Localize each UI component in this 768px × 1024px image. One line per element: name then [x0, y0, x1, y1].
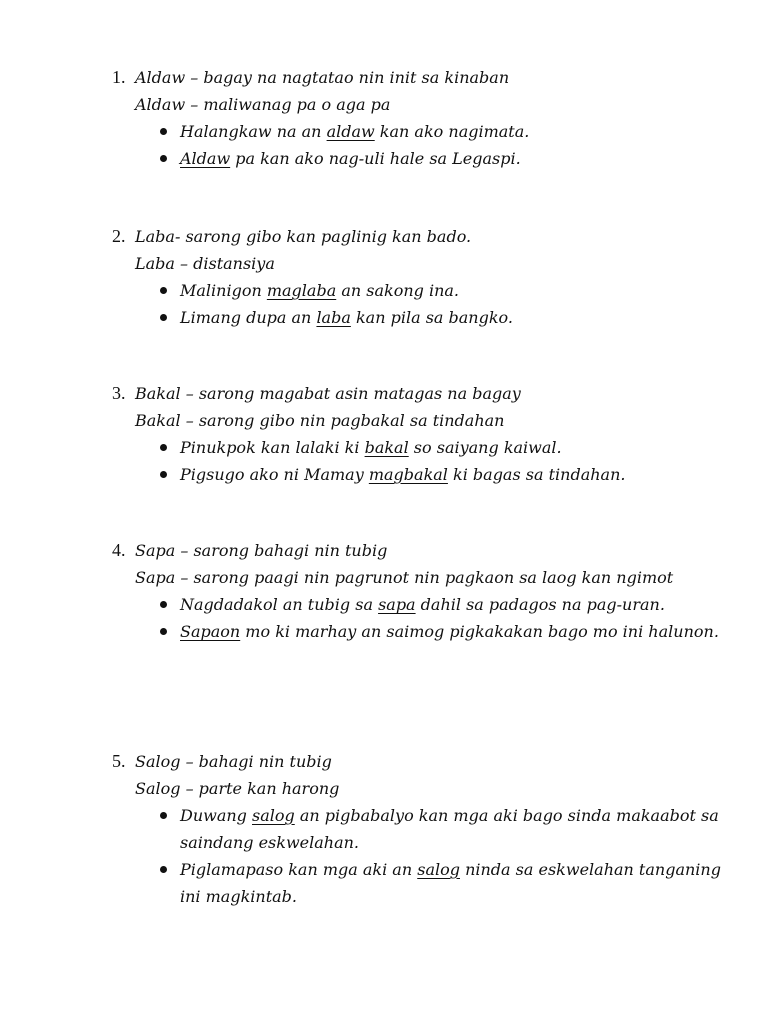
example-keyword: Sapaon: [180, 622, 241, 641]
example-text: Duwang: [180, 806, 252, 825]
example-keyword: laba: [316, 308, 351, 327]
example-text: Piglamapaso kan mga aki an: [180, 860, 418, 879]
example-text: an sakong ina.: [336, 281, 460, 300]
example-text: ki bagas sa tindahan.: [447, 465, 626, 484]
entry-1: [112, 64, 732, 172]
example-text: Malinigon: [180, 281, 267, 300]
example-keyword: salog: [417, 860, 460, 879]
example-item: [112, 145, 732, 172]
example-item: [112, 856, 732, 910]
bullet-icon: [160, 444, 167, 451]
example-text: Pinukpok kan lalaki ki: [180, 438, 365, 457]
example-text: mo ki marhay an saimog pigkakakan bago mo ini halunon.: [240, 622, 719, 641]
example-text: an pigbabalyo kan mga aki bago sinda makaabot sa saindang eskwelahan.: [180, 806, 719, 852]
example-item: [112, 304, 732, 331]
example-item: [112, 118, 732, 145]
entry-number: 2.: [112, 226, 126, 246]
example-list: [112, 591, 732, 645]
definition-2: Bakal – sarong gibo nin pagbakal sa tindahan: [135, 411, 505, 430]
entry-number: 4.: [112, 540, 126, 560]
bullet-icon: [160, 812, 167, 819]
example-keyword: magbakal: [368, 465, 448, 484]
definition-2: Salog – parte kan harong: [135, 779, 340, 798]
example-keyword: Aldaw: [180, 149, 231, 168]
example-list: [112, 802, 732, 910]
example-text: Pigsugo ako ni Mamay: [180, 465, 369, 484]
bullet-icon: [160, 601, 167, 608]
example-keyword: aldaw: [326, 122, 375, 141]
entry-heading: [112, 380, 732, 407]
example-text: Halangkaw na an: [180, 122, 327, 141]
example-keyword: bakal: [364, 438, 409, 457]
definition-1: Salog – bahagi nin tubig: [135, 752, 332, 771]
bullet-icon: [160, 128, 167, 135]
example-item: [112, 618, 732, 645]
example-text: ninda sa eskwelahan tanganing ini magkintab.: [180, 860, 721, 906]
example-keyword: sapa: [378, 595, 416, 614]
entry-number: 1.: [112, 67, 126, 87]
definition-2: Laba – distansiya: [135, 254, 275, 273]
entry-heading: [112, 64, 732, 91]
entry-heading: [112, 748, 732, 775]
example-text: kan ako nagimata.: [374, 122, 530, 141]
definition-2: Sapa – sarong paagi nin pagrunot nin pagkaon sa laog kan ngimot: [135, 568, 674, 587]
bullet-icon: [160, 471, 167, 478]
example-item: [112, 802, 732, 856]
entry-number: 5.: [112, 751, 126, 771]
example-list: [112, 277, 732, 331]
example-keyword: maglaba: [266, 281, 337, 300]
entry-4: [112, 537, 732, 645]
example-text: so saiyang kaiwal.: [408, 438, 562, 457]
example-text: pa kan ako nag-uli hale sa Legaspi.: [230, 149, 521, 168]
example-item: [112, 591, 732, 618]
example-item: [112, 277, 732, 304]
definition-2: Aldaw – maliwanag pa o aga pa: [135, 95, 391, 114]
example-item: [112, 461, 732, 488]
entry-heading: [112, 223, 732, 250]
entry-number: 3.: [112, 383, 126, 403]
entry-heading: [112, 537, 732, 564]
example-text: Nagdadakol an tubig sa: [180, 595, 379, 614]
definition-1: Sapa – sarong bahagi nin tubig: [135, 541, 388, 560]
definition-1: Bakal – sarong magabat asin matagas na bagay: [135, 384, 521, 403]
definition-1: Aldaw – bagay na nagtatao nin init sa kinaban: [135, 68, 510, 87]
definition-1: Laba- sarong gibo kan paglinig kan bado.: [135, 227, 472, 246]
entry-3: [112, 380, 732, 488]
example-keyword: salog: [252, 806, 295, 825]
example-text: Limang dupa an: [180, 308, 317, 327]
entry-5: [112, 748, 732, 910]
example-text: kan pila sa bangko.: [350, 308, 513, 327]
example-list: [112, 118, 732, 172]
example-text: dahil sa padagos na pag-uran.: [415, 595, 665, 614]
bullet-icon: [160, 866, 167, 873]
example-list: [112, 434, 732, 488]
entry-2: [112, 223, 732, 331]
bullet-icon: [160, 314, 167, 321]
bullet-icon: [160, 628, 167, 635]
bullet-icon: [160, 155, 167, 162]
bullet-icon: [160, 287, 167, 294]
example-item: [112, 434, 732, 461]
